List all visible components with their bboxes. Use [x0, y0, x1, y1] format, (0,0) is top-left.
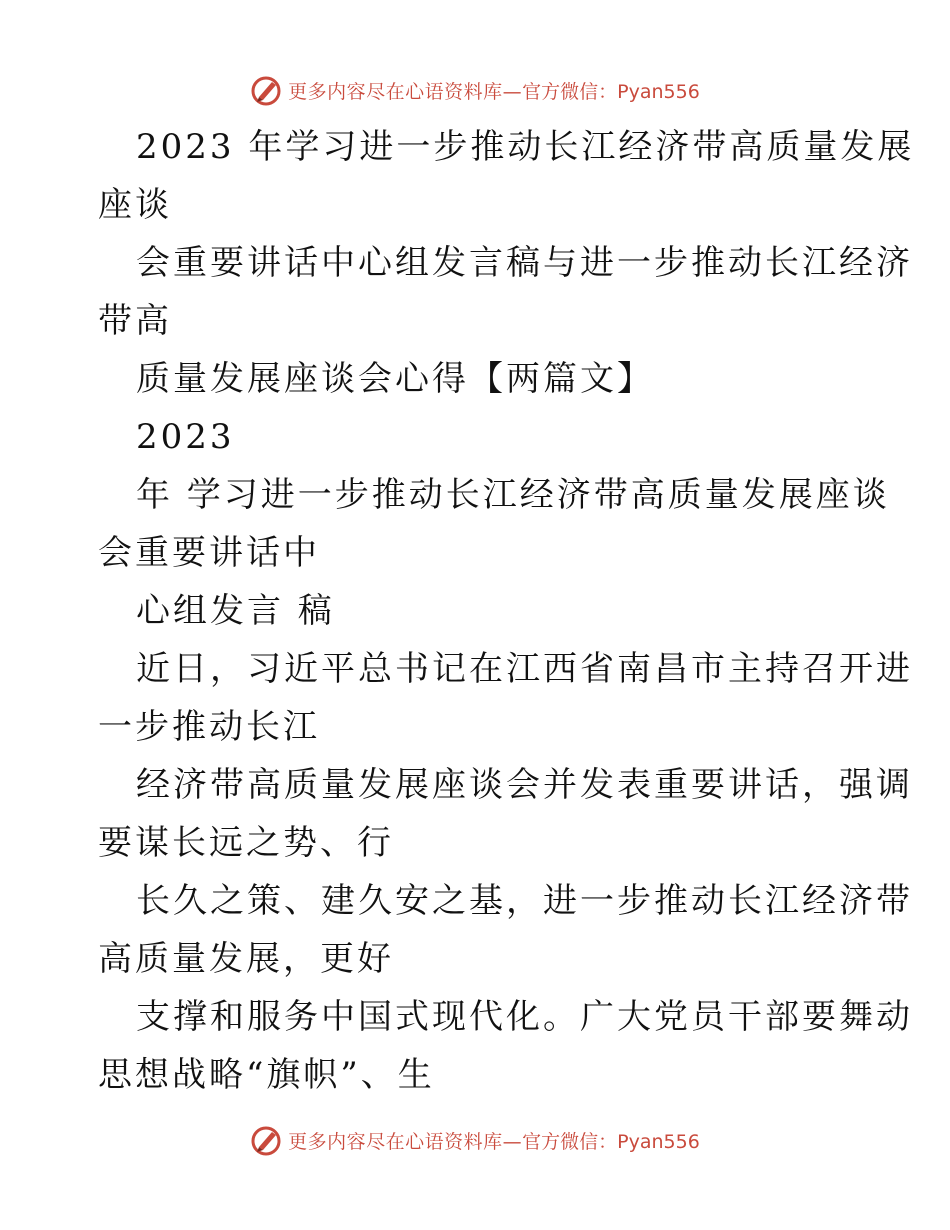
text-line: 年 学习进一步推动长江经济带高质量发展座谈 [136, 475, 890, 515]
banner-brand-text: 更多内容尽在心语资料库— [288, 1130, 523, 1153]
text-line: 要谋长远之势、行 [98, 823, 394, 863]
text-line: 心组发言 稿 [136, 591, 335, 631]
text-line: 思想战略“旗帜”、生 [98, 1055, 435, 1095]
text-line: 经济带高质量发展座谈会并发表重要讲话，强调 [136, 765, 913, 805]
banner-wechat-text: 官方微信：Pyan556 [522, 80, 700, 103]
text-line: 支撑和服务中国式现代化。广大党员干部要舞动 [136, 997, 913, 1037]
footer-banner [0, 1120, 950, 1160]
text-line: 近日，习近平总书记在江西省南昌市主持召开进 [136, 649, 913, 689]
text-line: 会重要讲话中心组发言稿与进一步推动长江经济 [136, 243, 913, 283]
pen-logo-icon [250, 73, 284, 107]
banner-wechat-text: 官方微信：Pyan556 [522, 1130, 700, 1153]
header-banner [0, 70, 950, 110]
text-line: 座谈 [98, 185, 172, 225]
document-body [98, 118, 915, 1104]
banner-brand-text: 更多内容尽在心语资料库— [288, 80, 523, 103]
text-line: 高质量发展，更好 [98, 939, 394, 979]
text-line: 长久之策、建久安之基，进一步推动长江经济带 [136, 881, 913, 921]
text-line: 质量发展座谈会心得【两篇文】 [136, 359, 654, 399]
text-line: 会重要讲话中 [98, 533, 320, 573]
text-line: 2023 年学习进一步推动长江经济带高质量发展 [136, 127, 915, 167]
pen-logo-icon [250, 1123, 284, 1157]
text-line: 2023 [136, 417, 235, 457]
text-line: 带高 [98, 301, 172, 341]
text-line: 一步推动长江 [98, 707, 320, 747]
